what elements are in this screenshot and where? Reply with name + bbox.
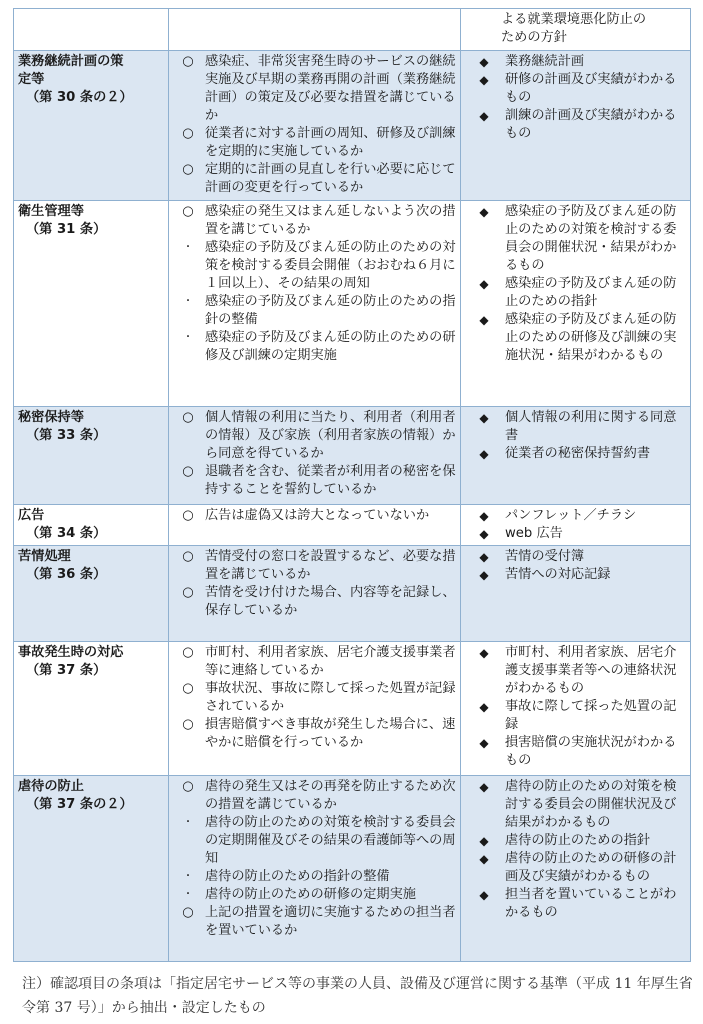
- evidence-item: [465, 734, 686, 770]
- diamond-bullet-icon: ◆: [479, 447, 489, 461]
- evidence-item: [465, 311, 686, 365]
- article-ref: （第 30 条の２）: [26, 90, 133, 105]
- check-item: [173, 293, 456, 329]
- evidence-text: 事故に際して採った処置の記録: [505, 699, 677, 732]
- circle-marker-icon: ○: [182, 779, 194, 794]
- evidence-cell: [461, 407, 691, 505]
- article-ref: （第 31 条）: [26, 222, 107, 237]
- diamond-bullet-icon: ◆: [479, 277, 489, 291]
- check-item-text: 感染症の予防及びまん延の防止のための指針の整備: [205, 294, 456, 327]
- diamond-bullet-icon: ◆: [479, 780, 489, 794]
- diamond-bullet-icon: ◆: [479, 700, 489, 714]
- item-title: 苦情処理: [18, 549, 71, 564]
- table-row: [14, 546, 691, 642]
- evidence-item: [465, 778, 686, 832]
- check-item: [173, 680, 456, 716]
- table-body: [14, 9, 691, 962]
- evidence-cell: [461, 201, 691, 407]
- check-item-text: 虐待の防止のための対策を検討する委員会の定期開催及びその結果の看護師等への周知: [205, 815, 456, 866]
- circle-marker-icon: ○: [182, 54, 194, 69]
- evidence-text: 感染症の予防及びまん延の防止のための指針: [505, 276, 677, 309]
- evidence-text: 虐待の防止のための研修の計画及び実績がわかるもの: [505, 851, 677, 884]
- item-head-cell: [14, 201, 169, 407]
- table-row: [14, 51, 691, 201]
- evidence-item: [465, 275, 686, 311]
- bullet-dot-icon: ・: [183, 332, 193, 343]
- evidence-text: 感染症の予防及びまん延の防止のための研修及び訓練の実施状況・結果がわかるもの: [505, 312, 677, 363]
- evidence-text: 感染症の予防及びまん延の防止のための対策を検討する委員会の開催状況・結果がわかるもの: [505, 204, 677, 273]
- check-item-text: 虐待の防止のための研修の定期実施: [205, 887, 416, 902]
- bullet-dot-icon: ・: [183, 296, 193, 307]
- item-title: 業務継続計画の策: [18, 54, 124, 69]
- check-item-text: 感染症の予防及びまん延の防止のための研修及び訓練の定期実施: [205, 330, 456, 363]
- check-item: [173, 904, 456, 940]
- check-items-cell: [169, 546, 461, 642]
- circle-marker-icon: ○: [182, 681, 194, 696]
- item-head-cell: [14, 51, 169, 201]
- evidence-text: 市町村、利用者家族、居宅介護支援事業者等への連絡状況がわかるもの: [505, 645, 677, 696]
- check-items-cell: [169, 776, 461, 962]
- evidence-text-line: よる就業環境悪化防止の: [501, 12, 647, 27]
- evidence-item: [465, 71, 686, 107]
- evidence-item: [465, 850, 686, 886]
- evidence-item: [465, 644, 686, 698]
- check-items-cell: [169, 505, 461, 546]
- circle-marker-icon: ○: [182, 585, 194, 600]
- evidence-text: 虐待の防止のための指針: [505, 833, 651, 848]
- evidence-text-line: ための方針: [501, 30, 567, 45]
- check-item: [173, 778, 456, 814]
- item-head-cell: [14, 642, 169, 776]
- table-row: [14, 642, 691, 776]
- article-ref: （第 34 条）: [26, 526, 107, 541]
- check-item-text: 従業者に対する計画の周知、研修及び訓練を定期的に実施しているか: [205, 126, 456, 159]
- evidence-cell: [461, 776, 691, 962]
- table-row: [14, 776, 691, 962]
- diamond-bullet-icon: ◆: [479, 834, 489, 848]
- check-item: [173, 463, 456, 499]
- check-item: [173, 716, 456, 752]
- circle-marker-icon: ○: [182, 645, 194, 660]
- check-item: [173, 329, 456, 365]
- diamond-bullet-icon: ◆: [479, 55, 489, 69]
- evidence-item: [465, 548, 686, 566]
- diamond-bullet-icon: ◆: [479, 509, 489, 523]
- evidence-text: 従業者の秘密保持誓約書: [505, 446, 651, 461]
- evidence-text: 虐待の防止のための対策を検討する委員会の開催状況及び結果がわかるもの: [505, 779, 677, 830]
- item-title: 秘密保持等: [18, 410, 84, 425]
- evidence-text: 業務継続計画: [505, 54, 585, 69]
- article-ref: （第 36 条）: [26, 567, 107, 582]
- check-items-cell: [169, 642, 461, 776]
- evidence-item: [465, 445, 686, 463]
- diamond-bullet-icon: ◆: [479, 646, 489, 660]
- check-item-text: 苦情を受け付けた場合、内容等を記録し、保存しているか: [205, 585, 456, 618]
- check-item-text: 感染症、非常災害発生時のサービスの継続実施及び早期の業務再開の計画（業務継続計画）の策定及び必要な措置を講じているか: [205, 54, 456, 123]
- evidence-cell: [461, 9, 691, 51]
- check-item-text: 退職者を含む、従業者が利用者の秘密を保持することを誓約しているか: [205, 464, 456, 497]
- diamond-bullet-icon: ◆: [479, 73, 489, 87]
- check-item: [173, 239, 456, 293]
- footnote: 注）確認項目の条項は「指定居宅サービス等の事業の人員、設備及び運営に関する基準（平成 11 年厚生省令第 37 号）」から抽出・設定したもの: [22, 976, 693, 1016]
- check-item: [173, 548, 456, 584]
- check-item-text: 上記の措置を適切に実施するための担当者を置いているか: [205, 905, 456, 938]
- diamond-bullet-icon: ◆: [479, 109, 489, 123]
- diamond-bullet-icon: ◆: [479, 888, 489, 902]
- check-item-text: 感染症の予防及びまん延の防止のための対策を検討する委員会開催（おおむね６月に１回以上）、その結果の周知: [205, 240, 456, 291]
- item-title: 広告: [18, 508, 45, 523]
- check-items-cell: [169, 407, 461, 505]
- evidence-item: [465, 409, 686, 445]
- check-item-text: 個人情報の利用に当たり、利用者（利用者の情報）及び家族（利用者家族の情報）から同意を得ているか: [205, 410, 456, 461]
- evidence-item: [465, 886, 686, 922]
- circle-marker-icon: ○: [182, 905, 194, 920]
- evidence-cell: [461, 546, 691, 642]
- evidence-text: 損害賠償の実施状況がわかるもの: [505, 735, 677, 768]
- check-item-text: 虐待の発生又はその再発を防止するため次の措置を講じているか: [205, 779, 456, 812]
- circle-marker-icon: ○: [182, 464, 194, 479]
- check-item-text: 感染症の発生又はまん延しないよう次の措置を講じているか: [205, 204, 456, 237]
- evidence-text: 担当者を置いていることがわかるもの: [505, 887, 677, 920]
- diamond-bullet-icon: ◆: [479, 736, 489, 750]
- evidence-item: [465, 566, 686, 584]
- check-item-text: 広告は虚偽又は誇大となっていないか: [205, 508, 430, 523]
- evidence-text: 苦情の受付簿: [505, 549, 585, 564]
- diamond-bullet-icon: ◆: [479, 852, 489, 866]
- diamond-bullet-icon: ◆: [479, 550, 489, 564]
- evidence-text: 個人情報の利用に関する同意書: [505, 410, 677, 443]
- circle-marker-icon: ○: [182, 549, 194, 564]
- check-cell: [169, 9, 461, 51]
- item-title: 事故発生時の対応: [18, 645, 124, 660]
- article-ref: （第 37 条）: [26, 663, 107, 678]
- head-cell: [14, 9, 169, 51]
- check-item: [173, 125, 456, 161]
- bullet-dot-icon: ・: [183, 242, 193, 253]
- check-item: [173, 53, 456, 125]
- check-item: [173, 886, 456, 904]
- evidence-text: 訓練の計画及び実績がわかるもの: [505, 108, 677, 141]
- article-ref: （第 33 条）: [26, 428, 107, 443]
- check-item: [173, 203, 456, 239]
- item-head-cell: [14, 505, 169, 546]
- evidence-text: 苦情への対応記録: [505, 567, 611, 582]
- diamond-bullet-icon: ◆: [479, 568, 489, 582]
- check-item-text: 市町村、利用者家族、居宅介護支援事業者等に連絡しているか: [205, 645, 456, 678]
- check-item: [173, 584, 456, 620]
- evidence-item: [465, 53, 686, 71]
- check-item: [173, 507, 456, 525]
- item-head-cell: [14, 776, 169, 962]
- circle-marker-icon: ○: [182, 410, 194, 425]
- check-item: [173, 814, 456, 868]
- check-item: [173, 409, 456, 463]
- circle-marker-icon: ○: [182, 126, 194, 141]
- table-row: [14, 505, 691, 546]
- bullet-dot-icon: ・: [183, 889, 193, 900]
- inspection-table: [13, 8, 691, 962]
- check-item: [173, 161, 456, 197]
- check-item: [173, 868, 456, 886]
- item-title: 衛生管理等: [18, 204, 84, 219]
- table-row: [14, 407, 691, 505]
- evidence-text: 研修の計画及び実績がわかるもの: [505, 72, 677, 105]
- diamond-bullet-icon: ◆: [479, 313, 489, 327]
- evidence-item: [465, 203, 686, 275]
- diamond-bullet-icon: ◆: [479, 205, 489, 219]
- evidence-text: web 広告: [505, 526, 563, 541]
- evidence-item: [465, 507, 686, 525]
- bullet-dot-icon: ・: [183, 817, 193, 828]
- evidence-item: [465, 698, 686, 734]
- check-items-cell: [169, 201, 461, 407]
- check-item: [173, 644, 456, 680]
- evidence-item: [465, 525, 686, 543]
- continuation-row: [14, 9, 691, 51]
- circle-marker-icon: ○: [182, 717, 194, 732]
- evidence-cell: [461, 51, 691, 201]
- check-item-text: 事故状況、事故に際して採った処置が記録されているか: [205, 681, 456, 714]
- item-title: 虐待の防止: [18, 779, 84, 794]
- circle-marker-icon: ○: [182, 162, 194, 177]
- table-row: [14, 201, 691, 407]
- evidence-item: [465, 107, 686, 143]
- evidence-cell: [461, 642, 691, 776]
- diamond-bullet-icon: ◆: [479, 411, 489, 425]
- check-item-text: 苦情受付の窓口を設置するなど、必要な措置を講じているか: [205, 549, 456, 582]
- check-item-text: 定期的に計画の見直しを行い必要に応じて計画の変更を行っているか: [205, 162, 456, 195]
- bullet-dot-icon: ・: [183, 871, 193, 882]
- diamond-bullet-icon: ◆: [479, 527, 489, 541]
- item-head-cell: [14, 546, 169, 642]
- circle-marker-icon: ○: [182, 508, 194, 523]
- evidence-cell: [461, 505, 691, 546]
- check-item-text: 損害賠償すべき事故が発生した場合に、速やかに賠償を行っているか: [205, 717, 456, 750]
- item-head-cell: [14, 407, 169, 505]
- item-title: 定等: [18, 72, 45, 87]
- check-items-cell: [169, 51, 461, 201]
- evidence-text: パンフレット／チラシ: [505, 508, 637, 523]
- check-item-text: 虐待の防止のための指針の整備: [205, 869, 390, 884]
- circle-marker-icon: ○: [182, 204, 194, 219]
- article-ref: （第 37 条の２）: [26, 797, 133, 812]
- evidence-item: [465, 832, 686, 850]
